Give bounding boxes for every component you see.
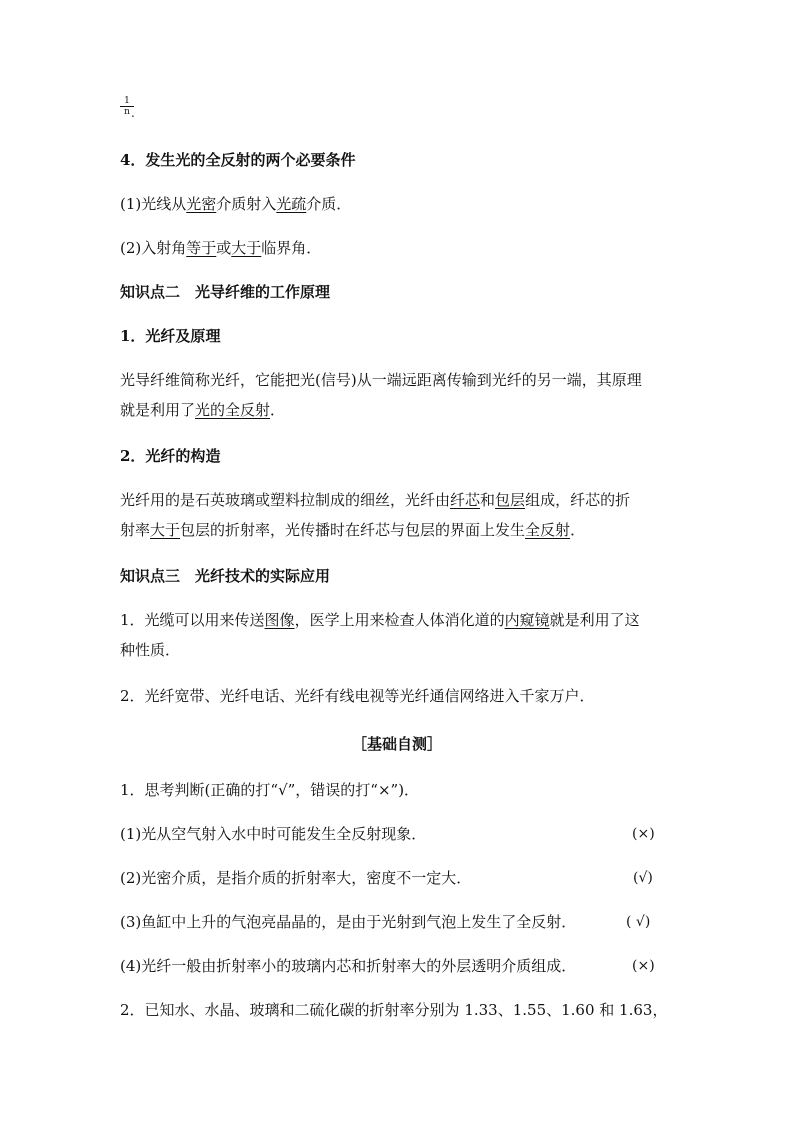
answer-total-reflection: 光的全反射: [195, 401, 271, 419]
question-2-text: 2．已知水、水晶、玻璃和二硫化碳的折射率分别为 1.33、1.55、1.60 和 1.63，: [120, 1001, 668, 1019]
answer-dengyu: 等于: [186, 239, 217, 257]
section-4-title: 4．发生光的全反射的两个必要条件: [120, 151, 356, 169]
judgement-mark-4: (×): [632, 958, 655, 974]
answer-dayu: 大于: [231, 239, 262, 257]
answer-guangmi: 光密: [186, 195, 217, 213]
judgement-item-1: (1)光从空气射入水中时可能发生全反射现象．: [120, 825, 427, 843]
fiber-principle-title: 1．光纤及原理: [120, 327, 221, 345]
answer-image: 图像: [264, 611, 295, 629]
judgement-item-4: (4)光纤一般由折射率小的玻璃内芯和折射率大的外层透明介质组成．: [120, 957, 577, 975]
answer-endoscope: 内窥镜: [504, 611, 550, 629]
judgement-mark-3: ( √): [626, 914, 651, 930]
knowledge-point-3-title: 知识点三 光纤技术的实际应用: [120, 567, 331, 585]
answer-core: 纤芯: [450, 491, 481, 509]
knowledge-point-2-title: 知识点二 光导纤维的工作原理: [120, 283, 331, 301]
judgement-item-3: (3)鱼缸中上升的气泡亮晶晶的，是由于光射到气泡上发生了全反射．: [120, 913, 577, 931]
fiber-principle-line-1: 光导纤维简称光纤，它能把光(信号)从一端远距离传输到光纤的另一端，其原理: [120, 371, 642, 389]
condition-1: (1)光线从光密介质射入光疏介质．: [120, 195, 352, 213]
answer-guangshu: 光疏: [276, 195, 307, 213]
judgement-mark-1: (×): [632, 826, 655, 842]
answer-cladding: 包层: [495, 491, 526, 509]
application-1-line-1: 1．光缆可以用来传送图像，医学上用来检查人体消化道的内窥镜就是利用了这: [120, 611, 640, 629]
fiber-principle-line-2: 就是利用了光的全反射．: [120, 401, 286, 419]
answer-greater: 大于: [150, 521, 181, 539]
self-test-heading: ［基础自测］: [351, 735, 442, 753]
judgement-mark-2: (√): [633, 870, 653, 886]
fraction-numerator: 1: [120, 96, 134, 107]
fraction-period: .: [131, 106, 135, 120]
judgement-item-2: (2)光密介质，是指介质的折射率大，密度不一定大．: [120, 869, 472, 887]
application-2: 2．光纤宽带、光纤电话、光纤有线电视等光纤通信网络进入千家万户．: [120, 687, 595, 705]
fiber-structure-line-1: 光纤用的是石英玻璃或塑料拉制成的细丝，光纤由纤芯和包层组成，纤芯的折: [120, 491, 631, 509]
condition-2: (2)入射角等于或大于临界角．: [120, 239, 322, 257]
fraction-denominator: n: [124, 107, 130, 117]
application-1-line-2: 种性质．: [120, 641, 181, 659]
answer-total-reflection-2: 全反射: [525, 521, 571, 539]
question-1-title: 1．思考判断(正确的打“√”，错误的打“×”)．: [120, 781, 420, 799]
fiber-structure-title: 2．光纤的构造: [120, 447, 221, 465]
fiber-structure-line-2: 射率大于包层的折射率，光传播时在纤芯与包层的界面上发生全反射．: [120, 521, 586, 539]
